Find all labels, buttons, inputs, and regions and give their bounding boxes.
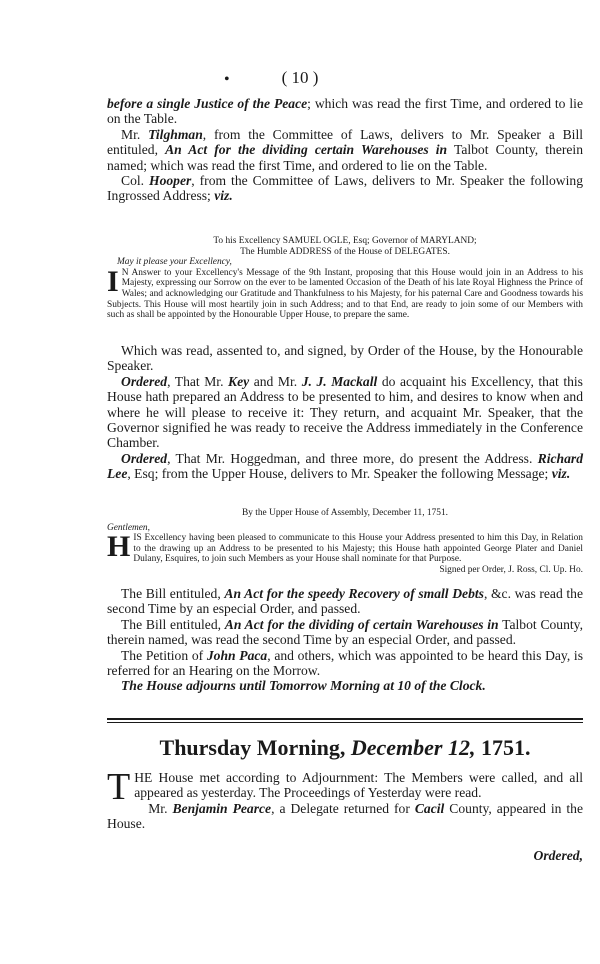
- address-to-governor: [107, 236, 583, 321]
- paragraph: The Bill entituled, An Act for the dividing of certain Warehouses in Talbot County, therein named, was read the second Time by an especial Order, and passed.: [107, 616, 583, 648]
- journal-entries-thursday: [107, 766, 583, 832]
- message-body: HIS Excellency having been pleased to communicate to this House your Address presented to him this Day, in Relation to the drawing up an Address to be presented to his Majesty; this House hath appointed George Plater and Daniel Dulany, Esquires, to join such Members as your House shall nominate for that Purpose.: [107, 530, 583, 565]
- paragraph: Ordered, That Mr. Hoggedman, and three more, do present the Address. Richard Lee, Esq; from the Upper House, delivers to Mr. Speaker the following Message; viz.: [107, 450, 583, 482]
- paragraph: THE House met according to Adjournment: The Members were called, and all appeared as yesterday. The Proceedings of Yesterday were read.: [107, 766, 583, 808]
- message-heading: By the Upper House of Assembly, December 11, 1751.: [241, 508, 449, 518]
- page-number: ( 10 ): [281, 68, 319, 87]
- paragraph: before a single Justice of the Peace; which was read the first Time, and ordered to lie on the Table.: [107, 96, 583, 127]
- section-rule: [107, 722, 583, 723]
- journal-entries-middle: [107, 343, 583, 482]
- paragraph: Which was read, assented to, and signed, by Order of the House, by the Honourable Speaker.: [107, 343, 583, 374]
- journal-entries-bottom: [107, 586, 583, 694]
- paragraph: Col. Hooper, from the Committee of Laws, delivers to Mr. Speaker the following Ingrossed Address; viz.: [107, 173, 583, 204]
- message-salutation: Gentlemen,: [107, 522, 150, 533]
- paragraph: The Petition of John Paca, and others, which was appointed to be heard this Day, is referred for an Hearing on the Morrow.: [107, 647, 583, 679]
- catchword: Ordered,: [533, 848, 583, 863]
- paragraph: The Bill entituled, An Act for the speedy Recovery of small Debts, &c. was read the second Time by an especial Order, and passed.: [107, 586, 583, 617]
- upper-house-message: [107, 508, 583, 576]
- adjournment: The House adjourns until Tomorrow Morning at 10 of the Clock.: [121, 678, 486, 694]
- paragraph: Ordered, That Mr. Key and Mr. J. J. Mackall do acquaint his Excellency, that this House hath prepared an Address to be presented to him, and desires to know when and where he will please to receive it: They return, and acquaint Mr. Speaker, that the Governor signified he was ready to receive the Address immediately in the Conference Chamber.: [107, 373, 583, 451]
- address-heading: The Humble ADDRESS of the House of DELEGATES.: [240, 246, 450, 257]
- section-rule: [107, 718, 583, 720]
- ornament-dot: •: [224, 71, 230, 88]
- address-salutation: May it please your Excellency,: [117, 257, 232, 268]
- paragraph: Mr. Tilghman, from the Committee of Laws, delivers to Mr. Speaker a Bill entituled, An Act for the dividing certain Warehouses in Talbot County, therein named; which was read the first Time, and ordered to lie on the Table.: [107, 126, 584, 173]
- paragraph: Mr. Benjamin Pearce, a Delegate returned for Cacil County, appeared in the House.: [107, 800, 583, 832]
- journal-entries-top: [107, 96, 583, 204]
- message-signature: Signed per Order, J. Ross, Cl. Up. Ho.: [439, 564, 583, 575]
- section-heading: Thursday Morning, December 12, 1751.: [159, 735, 531, 760]
- address-heading: To his Excellency SAMUEL OGLE, Esq; Governor of MARYLAND;: [213, 236, 477, 246]
- address-body: I N Answer to your Excellency's Message of the 9th Instant, proposing that this House would join in an Address to his Majesty, expressing our Sorrow on the ever to be lamented Occasion of the Death of his late Royal Highness the Prince of Wales; and acknowledging our Gratitude and Thankfulness to his Majesty, for his paternal Care and Goodness towards his Subjects. This House will most heartily join in such Address; and to that End, are ready to join some of our Members with such as shall be appointed by the Honourable Upper House, to prepare the same.: [107, 264, 583, 321]
